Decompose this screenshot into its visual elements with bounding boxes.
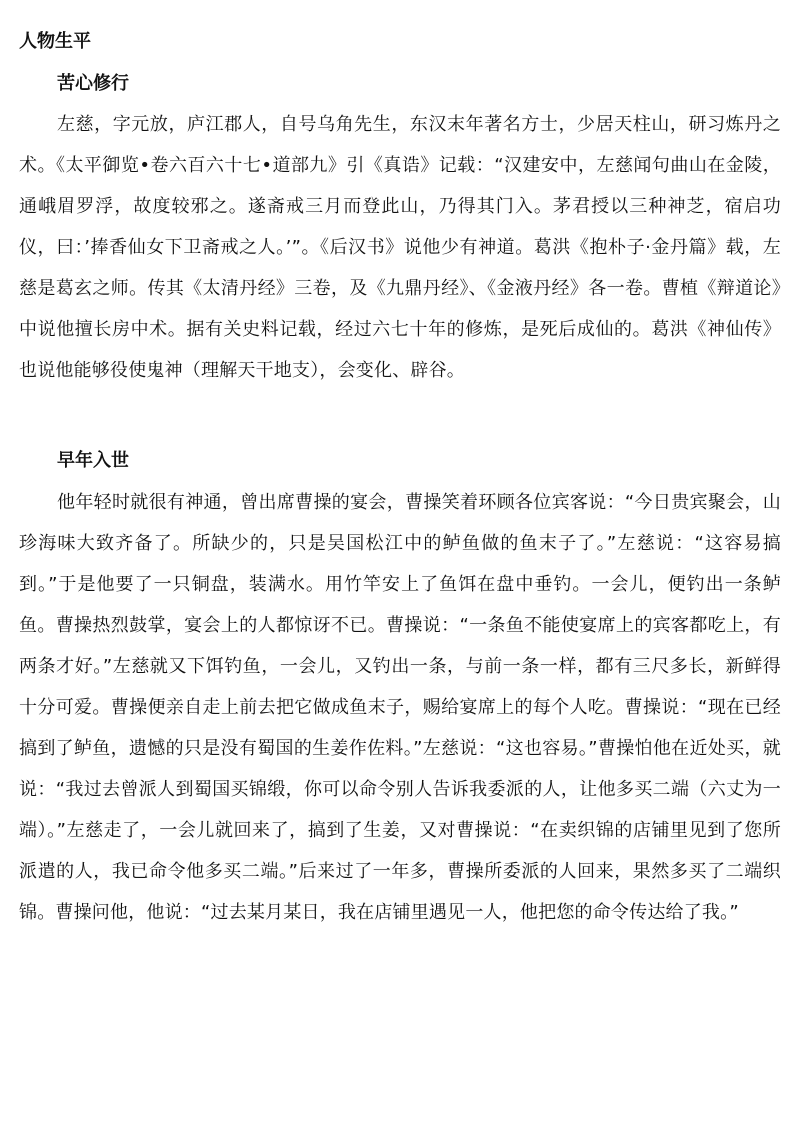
- paragraph-ku-xin-xiu-xing: 左慈，字元放，庐江郡人，自号乌角先生，东汉末年著名方士，少居天柱山，研习炼丹之术。《太平御览•卷六百六十七•道部九》引《真诰》记载：“汉建安中，左慈闻句曲山在金陵，通峨眉罗浮，故度较邪之。遂斋戒三月而登此山，乃得其门入。茅君授以三种神芝，宿启功仪，曰：’捧香仙女下卫斋戒之人。’”。《后汉书》说他少有神道。葛洪《抱朴子·金丹篇》载，左慈是葛玄之师。传其《太清丹经》三卷，及《九鼎丹经》、《金液丹经》各一卷。曹植《辩道论》中说他擅长房中术。据有关史料记载，经过六七十年的修炼，是死后成仙的。葛洪《神仙传》也说他能够役使鬼神（理解天干地支），会变化、辟谷。: [19, 114, 781, 381]
- section-title: 人物生平: [19, 31, 91, 52]
- subsection-title-ku-xin-xiu-xing: 苦心修行: [57, 73, 129, 94]
- paragraph-zao-nian-ru-shi: 他年轻时就很有神通，曾出席曹操的宴会，曹操笑着环顾各位宾客说：“今日贵宾聚会，山珍海味大致齐备了。所缺少的，只是吴国松江中的鲈鱼做的鱼末子了。”左慈说：“这容易搞到。”于是他要了一只铜盘，装满水。用竹竿安上了鱼饵在盘中垂钓。一会儿，便钓出一条鲈鱼。曹操热烈鼓掌，宴会上的人都惊讶不已。曹操说：“一条鱼不能使宴席上的宾客都吃上，有两条才好。”左慈就又下饵钓鱼，一会儿，又钓出一条，与前一条一样，都有三尺多长，新鲜得十分可爱。曹操便亲自走上前去把它做成鱼末子，赐给宴席上的每个人吃。曹操说：“现在已经搞到了鲈鱼，遗憾的只是没有蜀国的生姜作佐料。”左慈说：“这也容易。”曹操怕他在近处买，就说：“我过去曾派人到蜀国买锦缎，你可以命令别人告诉我委派的人，让他多买二端（六丈为一端）。”左慈走了，一会儿就回来了，搞到了生姜，又对曹操说：“在卖织锦的店铺里见到了您所派遣的人，我已命令他多买二端。”后来过了一年多，曹操所委派的人回来，果然多买了二端织锦。曹操问他，他说：“过去某月某日，我在店铺里遇见一人，他把您的命令传达给了我。”: [19, 492, 781, 923]
- subsection-title-zao-nian-ru-shi: 早年入世: [57, 450, 129, 471]
